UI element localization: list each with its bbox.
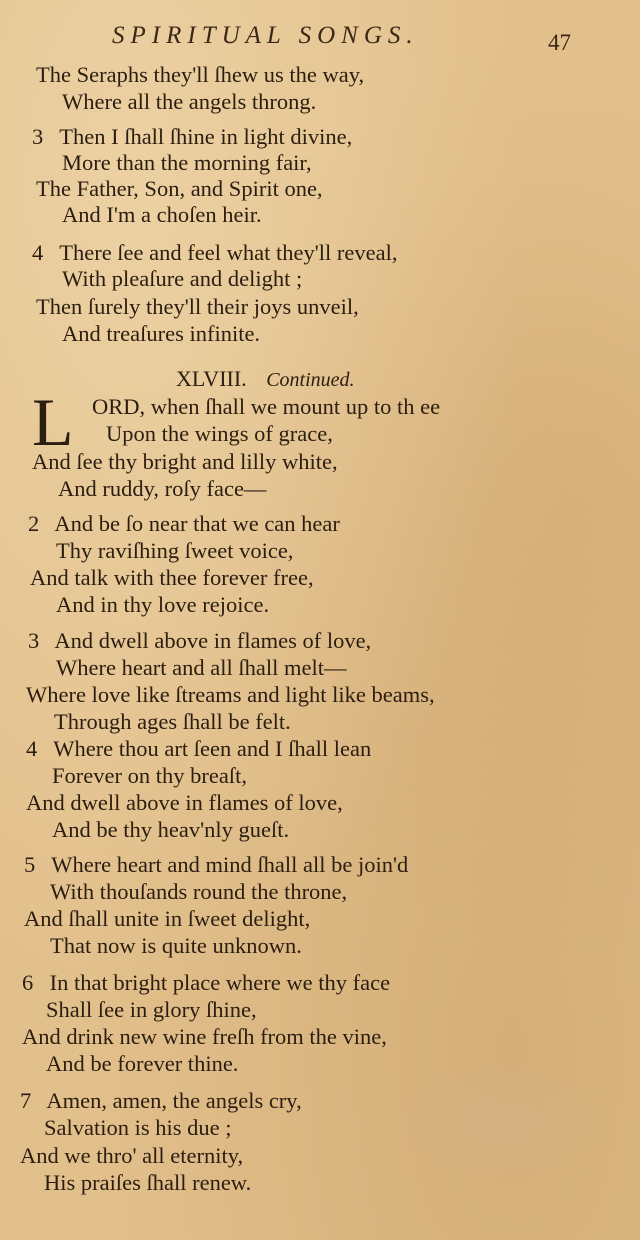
hymn-heading bbox=[176, 366, 355, 392]
stanza-number: 2 bbox=[28, 511, 40, 536]
verse-line-numbered bbox=[26, 736, 371, 762]
verse-text: And dwell above in flames of love, bbox=[54, 628, 372, 653]
page-number: 47 bbox=[548, 30, 571, 55]
continued-label: Continued. bbox=[266, 369, 355, 391]
stanza-number: 5 bbox=[24, 852, 36, 877]
stanza-number: 6 bbox=[22, 970, 34, 995]
verse-line: With pleaſure and delight ; bbox=[62, 266, 303, 291]
verse-line: And be thy heav'nly gueſt. bbox=[52, 817, 290, 842]
stanza-number: 4 bbox=[26, 736, 38, 761]
verse-text: Then I ſhall ſhine in light divine, bbox=[59, 124, 353, 149]
verse-line: And we thro' all eternity, bbox=[20, 1143, 244, 1168]
drop-cap: L bbox=[32, 384, 74, 460]
verse-text: And be ſo near that we can hear bbox=[54, 511, 340, 536]
verse-line: Forever on thy breaſt, bbox=[52, 763, 247, 788]
verse-line-numbered bbox=[32, 240, 397, 266]
verse-line: And dwell above in flames of love, bbox=[26, 790, 343, 815]
verse-line: Thy raviſhing ſweet voice, bbox=[56, 538, 294, 563]
verse-line-numbered bbox=[28, 511, 340, 537]
verse-line: And talk with thee forever free, bbox=[30, 565, 314, 590]
verse-line: More than the morning fair, bbox=[62, 150, 312, 175]
verse-line-numbered bbox=[24, 852, 408, 878]
verse-line-numbered bbox=[28, 628, 371, 654]
verse-line: Upon the wings of grace, bbox=[106, 421, 333, 446]
paper-stain bbox=[400, 1060, 600, 1180]
verse-line: And be forever thine. bbox=[46, 1051, 239, 1076]
verse-line: And I'm a choſen heir. bbox=[62, 202, 262, 227]
verse-line: And treaſures infinite. bbox=[62, 321, 261, 346]
verse-line-numbered bbox=[32, 124, 352, 150]
stanza-number: 3 bbox=[28, 628, 40, 653]
verse-line: Where all the angels throng. bbox=[62, 89, 317, 114]
verse-line: Salvation is his due ; bbox=[44, 1115, 232, 1140]
verse-text: Where heart and mind ſhall all be join'd bbox=[51, 852, 409, 877]
verse-line-numbered bbox=[22, 970, 390, 996]
verse-line: And drink new wine freſh from the vine, bbox=[22, 1024, 387, 1049]
stanza-number: 7 bbox=[20, 1088, 32, 1113]
stanza-number: 3 bbox=[32, 124, 44, 149]
verse-line: ORD, when ſhall we mount up to th ee bbox=[92, 394, 441, 419]
verse-line: And ſee thy bright and lilly white, bbox=[32, 449, 338, 474]
verse-line: Shall ſee in glory ſhine, bbox=[46, 997, 257, 1022]
verse-text: Amen, amen, the angels cry, bbox=[46, 1088, 302, 1113]
verse-text: In that bright place where we thy face bbox=[49, 970, 391, 995]
verse-line: And in thy love rejoice. bbox=[56, 592, 270, 617]
verse-text: Where thou art ſeen and I ſhall lean bbox=[53, 736, 372, 761]
verse-line: The Seraphs they'll ſhew us the way, bbox=[36, 62, 365, 87]
verse-line: Where heart and all ſhall melt— bbox=[56, 655, 347, 680]
verse-text: There ſee and feel what they'll reveal, bbox=[59, 240, 398, 265]
verse-line: And ſhall unite in ſweet delight, bbox=[24, 906, 311, 931]
verse-line-numbered bbox=[20, 1088, 302, 1114]
verse-line: Where love like ſtreams and light like beams, bbox=[26, 682, 435, 707]
verse-line: That now is quite unknown. bbox=[50, 933, 302, 958]
verse-line: Then ſurely they'll their joys unveil, bbox=[36, 294, 359, 319]
verse-line: With thouſands round the throne, bbox=[50, 879, 348, 904]
verse-line: And ruddy, roſy face— bbox=[58, 476, 267, 501]
running-title: SPIRITUAL SONGS. bbox=[112, 22, 419, 49]
verse-line: His praiſes ſhall renew. bbox=[44, 1170, 252, 1195]
stanza-number: 4 bbox=[32, 240, 44, 265]
verse-line: The Father, Son, and Spirit one, bbox=[36, 176, 323, 201]
verse-line: Through ages ſhall be felt. bbox=[54, 709, 291, 734]
hymn-numeral: XLVIII. bbox=[176, 366, 247, 391]
